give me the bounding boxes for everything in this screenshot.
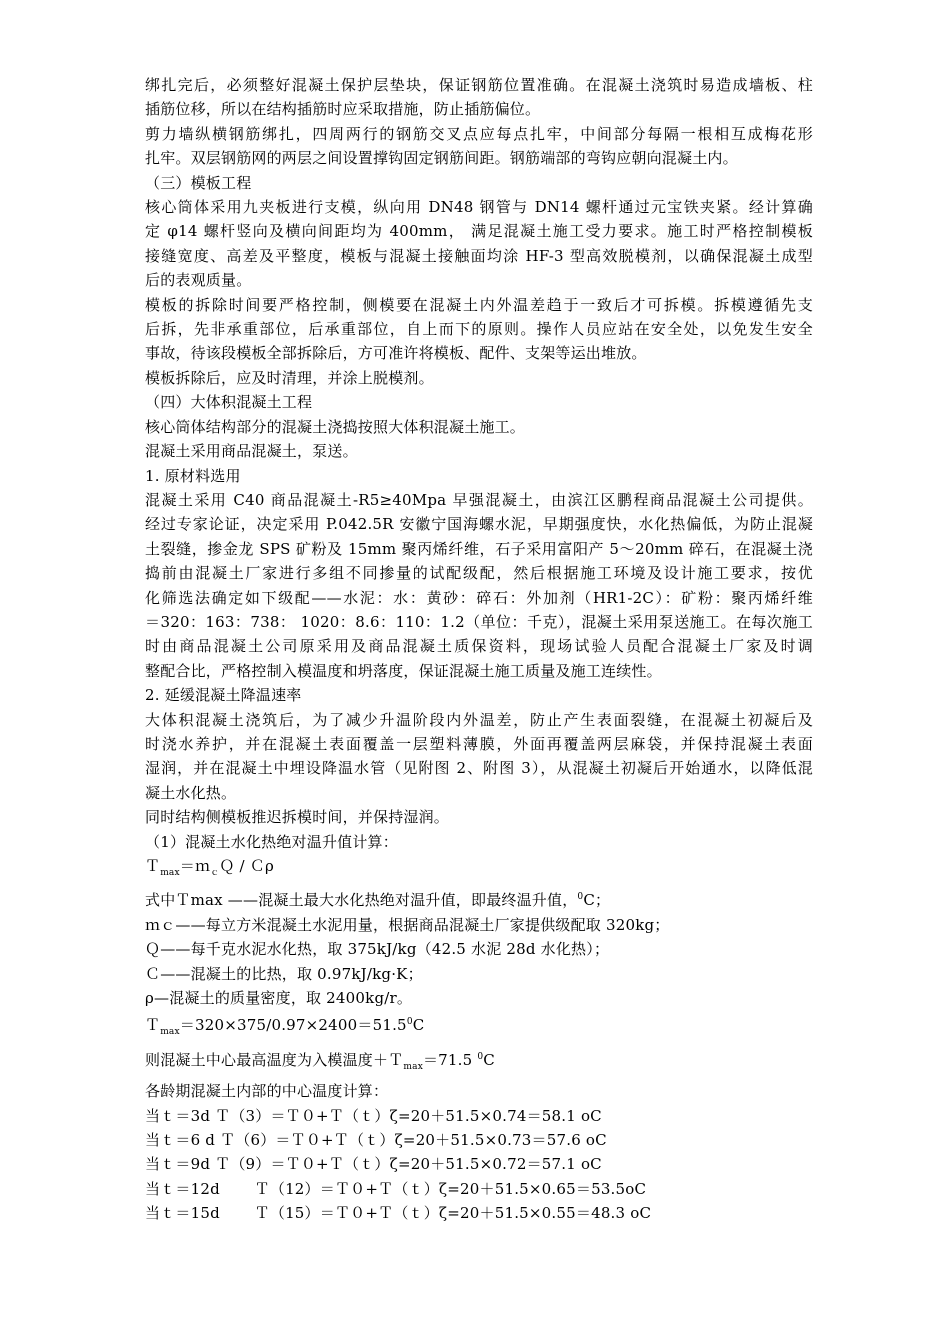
definition-line: ｍｃ——每立方米混凝土水泥用量，根据商品混凝土厂家提供级配取 320kg；: [145, 915, 670, 934]
formula-max-center-temperature: 则混凝土中心最高温度为入模温度＋Ｔ$_{max}$＝71.5 $^0$C: [145, 1050, 495, 1072]
paragraph-line: 模板的拆除时间要严格控制，侧模要在混凝土内外温差趋于一致后才可拆模。拆模遵循先支: [145, 295, 813, 314]
age-temperature-line: 当ｔ＝3d Ｔ（3）＝Ｔ０+Ｔ（ｔ）ζ=20＋51.5×0.74＝58.1 oC: [145, 1106, 602, 1125]
paragraph-line: 剪力墙纵横钢筋绑扎，四周两行的钢筋交叉点应每点扎牢，中间部分每隔一根相互成梅花形: [145, 124, 813, 143]
paragraph-line: 绑扎完后，必须整好混凝土保护层垫块，保证钢筋位置准确。在混凝土浇筑时易造成墙板、柱: [145, 76, 813, 94]
paragraph-line: 混凝土采用商品混凝土，泵送。: [145, 442, 358, 461]
body-text-block: [145, 73, 813, 854]
paragraph-line: 混凝土采用 C40 商品混凝土-R5≥40Mpa 早强混凝土，由滨江区鹏程商品混凝土公司提供。: [145, 490, 813, 509]
paragraph-line: 同时结构侧模板推迟拆模时间，并保持湿润。: [145, 808, 450, 827]
paragraph-line: 化筛选法确定如下级配——水泥：水：黄砂：碎石：外加剂（HR1-2C）：矿粉：聚丙烯纤维: [145, 588, 813, 607]
formula-tmax-definition: Ｔ$_{max}$＝ｍ$_c$Ｑ / Ｃρ: [145, 857, 274, 878]
paragraph-line: ＝320：163：738： 1020：8.6：110：1.2（单位：千克），混凝土采用泵送施工。在每次施工: [145, 612, 813, 631]
age-temperature-line: 当ｔ＝6 d Ｔ（6）＝Ｔ０+Ｔ（ｔ）ζ=20＋51.5×0.73＝57.6 oC: [145, 1131, 607, 1150]
paragraph-line: 接缝宽度、高差及平整度，模板与混凝土接触面均涂 HF-3 型高效脱模剂，以确保混凝土成型: [145, 246, 813, 265]
age-temperature-line: 当ｔ＝9d Ｔ（9）＝Ｔ０+Ｔ（ｔ）ζ=20＋51.5×0.72＝57.1 oC: [145, 1155, 602, 1174]
paragraph-line: 2. 延缓混凝土降温速率: [145, 686, 302, 705]
document-page: [145, 73, 813, 1226]
paragraph-line: 模板拆除后，应及时清理，并涂上脱模剂。: [145, 368, 434, 387]
formula-variable-tmax: 式中Ｔmax ——混凝土最大水化热绝对温升值，即最终温升值，$^0$C；: [145, 891, 611, 910]
paragraph-line: （三）模板工程: [145, 173, 252, 192]
paragraph-line: 时由商品混凝土公司原采用及商品混凝土质保资料，现场试验人员配合混凝土厂家及时调: [145, 637, 813, 656]
age-temperature-intro: 各龄期混凝土内部的中心温度计算：: [145, 1082, 389, 1101]
paragraph-line: 事故，待该段模板全部拆除后，方可准许将模板、配件、支架等运出堆放。: [145, 344, 647, 363]
paragraph-line: （四）大体积混凝土工程: [145, 393, 313, 412]
paragraph-line: 核心筒体结构部分的混凝土浇捣按照大体积混凝土施工。: [145, 417, 526, 436]
paragraph-line: 大体积混凝土浇筑后，为了减少升温阶段内外温差，防止产生表面裂缝，在混凝土初凝后及: [145, 710, 813, 729]
definition-line: ρ—混凝土的质量密度，取 2400kg/r。: [145, 989, 413, 1008]
paragraph-line: 插筋位移，所以在结构插筋时应采取措施，防止插筋偏位。: [145, 100, 541, 119]
paragraph-line: 土裂缝，掺金龙 SPS 矿粉及 15mm 聚丙烯纤维，石子采用富阳产 5～20mm 碎石，在混凝土浇: [145, 539, 813, 558]
paragraph-line: 后拆，先非承重部位，后承重部位，自上而下的原则。操作人员应站在安全处，以免发生安全: [145, 320, 813, 339]
variable-definitions: [145, 913, 813, 1011]
paragraph-line: 后的表观质量。: [145, 271, 252, 290]
paragraph-line: 定 φ14 螺杆竖向及横向间距均为 400mm， 满足混凝土施工受力要求。施工时严格控制模板: [145, 222, 813, 241]
age-temperature-line: 当ｔ＝15d Ｔ（15）＝Ｔ０+Ｔ（ｔ）ζ=20＋51.5×0.55＝48.3 oC: [145, 1204, 652, 1223]
definition-line: Ｃ——混凝土的比热，取 0.97kJ/kg·K；: [145, 964, 423, 983]
paragraph-line: 1. 原材料选用: [145, 466, 241, 485]
paragraph-line: （1）混凝土水化热绝对温升值计算：: [145, 832, 398, 851]
paragraph-line: 扎牢。双层钢筋网的两层之间设置撑钩固定钢筋间距。钢筋端部的弯钩应朝向混凝土内。: [145, 149, 738, 168]
paragraph-line: 核心筒体采用九夹板进行支模，纵向用 DN48 钢管与 DN14 螺杆通过元宝铁夹紧。经计算确: [145, 198, 813, 217]
paragraph-line: 湿润，并在混凝土中埋设降温水管（见附图 2、附图 3），从混凝土初凝后开始通水，以降低混: [145, 759, 813, 778]
formula-tmax-result: $T_{max}=320\times 375/0.97\times 2400=51.5^0C$: [145, 1016, 425, 1038]
paragraph-line: 经过专家论证，决定采用 P.042.5R 安徽宁国海螺水泥，早期强度快，水化热偏低，为防止混凝: [145, 515, 813, 534]
age-temperature-line: 当ｔ＝12d Ｔ（12）＝Ｔ０+Ｔ（ｔ）ζ=20＋51.5×0.65＝53.5oC: [145, 1179, 647, 1198]
age-temperature-list: [145, 1104, 813, 1226]
paragraph-line: 整配合比，严格控制入模温度和坍落度，保证混凝土施工质量及施工连续性。: [145, 661, 662, 680]
definition-line: Ｑ——每千克水泥水化热，取 375kJ/kg（42.5 水泥 28d 水化热）；: [145, 940, 610, 959]
paragraph-line: 时浇水养护，并在混凝土表面覆盖一层塑料薄膜，外面再覆盖两层麻袋，并保持混凝土表面: [145, 734, 813, 753]
paragraph-line: 捣前由混凝土厂家进行多组不同掺量的试配级配，然后根据施工环境及设计施工要求，按优: [145, 564, 813, 583]
paragraph-line: 凝土水化热。: [145, 783, 237, 802]
